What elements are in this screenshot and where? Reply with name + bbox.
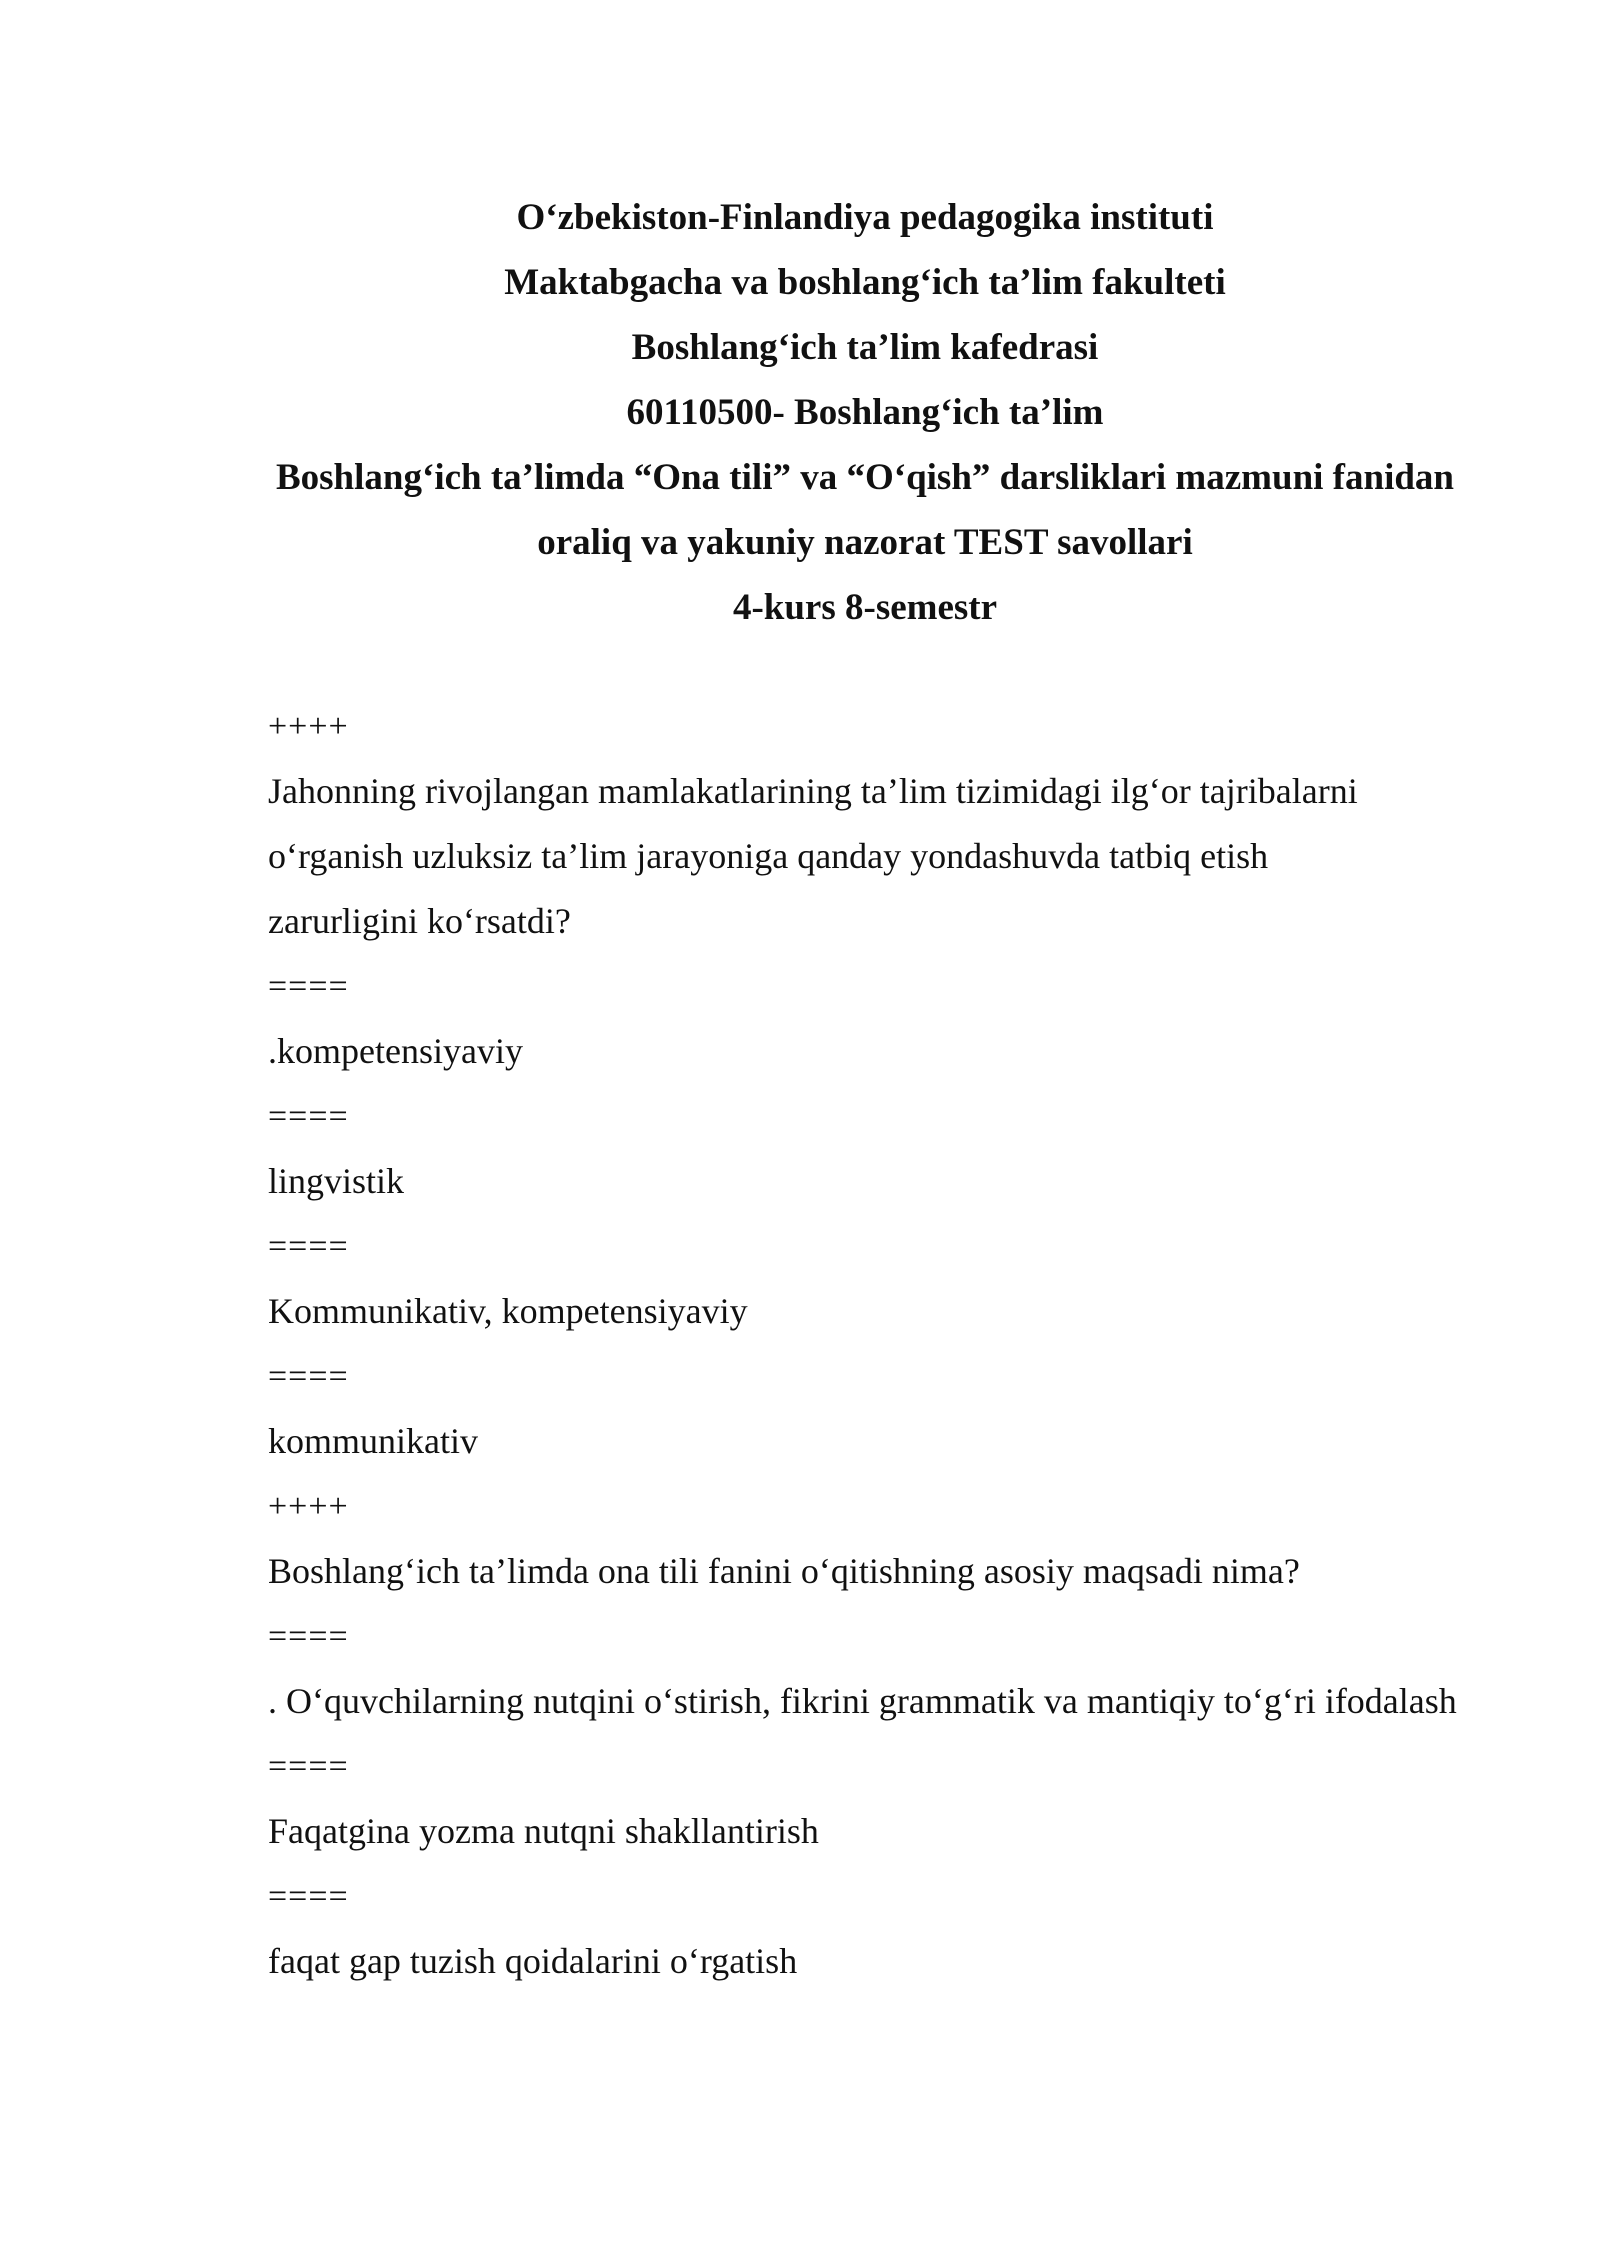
question-text-line: Boshlang‘ich ta’limda ona tili fanini o‘qitishning asosiy maqsadi nima? — [268, 1551, 1300, 1591]
option-separator: ==== — [268, 1228, 349, 1265]
question-text-line: zarurligini ko‘rsatdi? — [268, 901, 571, 941]
answer-option: .kompetensiyaviy — [268, 1031, 523, 1071]
question-text-line: o‘rganish uzluksiz ta’lim jarayoniga qanday yondashuvda tatbiq etish — [268, 836, 1269, 876]
document-header — [200, 185, 1530, 640]
option-separator: ==== — [268, 968, 349, 1005]
department-name: Boshlang‘ich ta’lim kafedrasi — [631, 327, 1099, 368]
question-marker: ++++ — [268, 1488, 349, 1525]
institute-name: O‘zbekiston-Finlandiya pedagogika instituti — [516, 197, 1214, 238]
option-separator: ==== — [268, 1098, 349, 1135]
answer-option: faqat gap tuzish qoidalarini o‘rgatish — [268, 1941, 798, 1981]
subject-title-line-2: oraliq va yakuniy nazorat TEST savollari — [537, 522, 1193, 563]
answer-option: kommunikativ — [268, 1421, 478, 1461]
question-block — [268, 1474, 1470, 1994]
question-marker: ++++ — [268, 708, 349, 745]
option-separator: ==== — [268, 1748, 349, 1785]
question-text-line: Jahonning rivojlangan mamlakatlarining ta’lim tizimidagi ilg‘or tajribalarni — [268, 771, 1358, 811]
answer-option: . O‘quvchilarning nutqini o‘stirish, fikrini grammatik va mantiqiy to‘g‘ri ifodalash — [268, 1681, 1457, 1721]
option-separator: ==== — [268, 1358, 349, 1395]
course-semester: 4-kurs 8-semestr — [732, 587, 998, 628]
option-separator: ==== — [268, 1878, 349, 1915]
answer-option: lingvistik — [268, 1161, 405, 1201]
answer-option: Kommunikativ, kompetensiyaviy — [268, 1291, 748, 1331]
test-questions — [268, 694, 1470, 1994]
faculty-name: Maktabgacha va boshlang‘ich ta’lim fakulteti — [504, 262, 1226, 303]
question-block — [268, 694, 1470, 1474]
program-code: 60110500- Boshlang‘ich ta’lim — [626, 392, 1104, 433]
option-separator: ==== — [268, 1618, 349, 1655]
subject-title-line-1: Boshlang‘ich ta’limda “Ona tili” va “O‘qish” darsliklari mazmuni fanidan — [275, 457, 1455, 498]
answer-option: Faqatgina yozma nutqni shakllantirish — [268, 1811, 819, 1851]
